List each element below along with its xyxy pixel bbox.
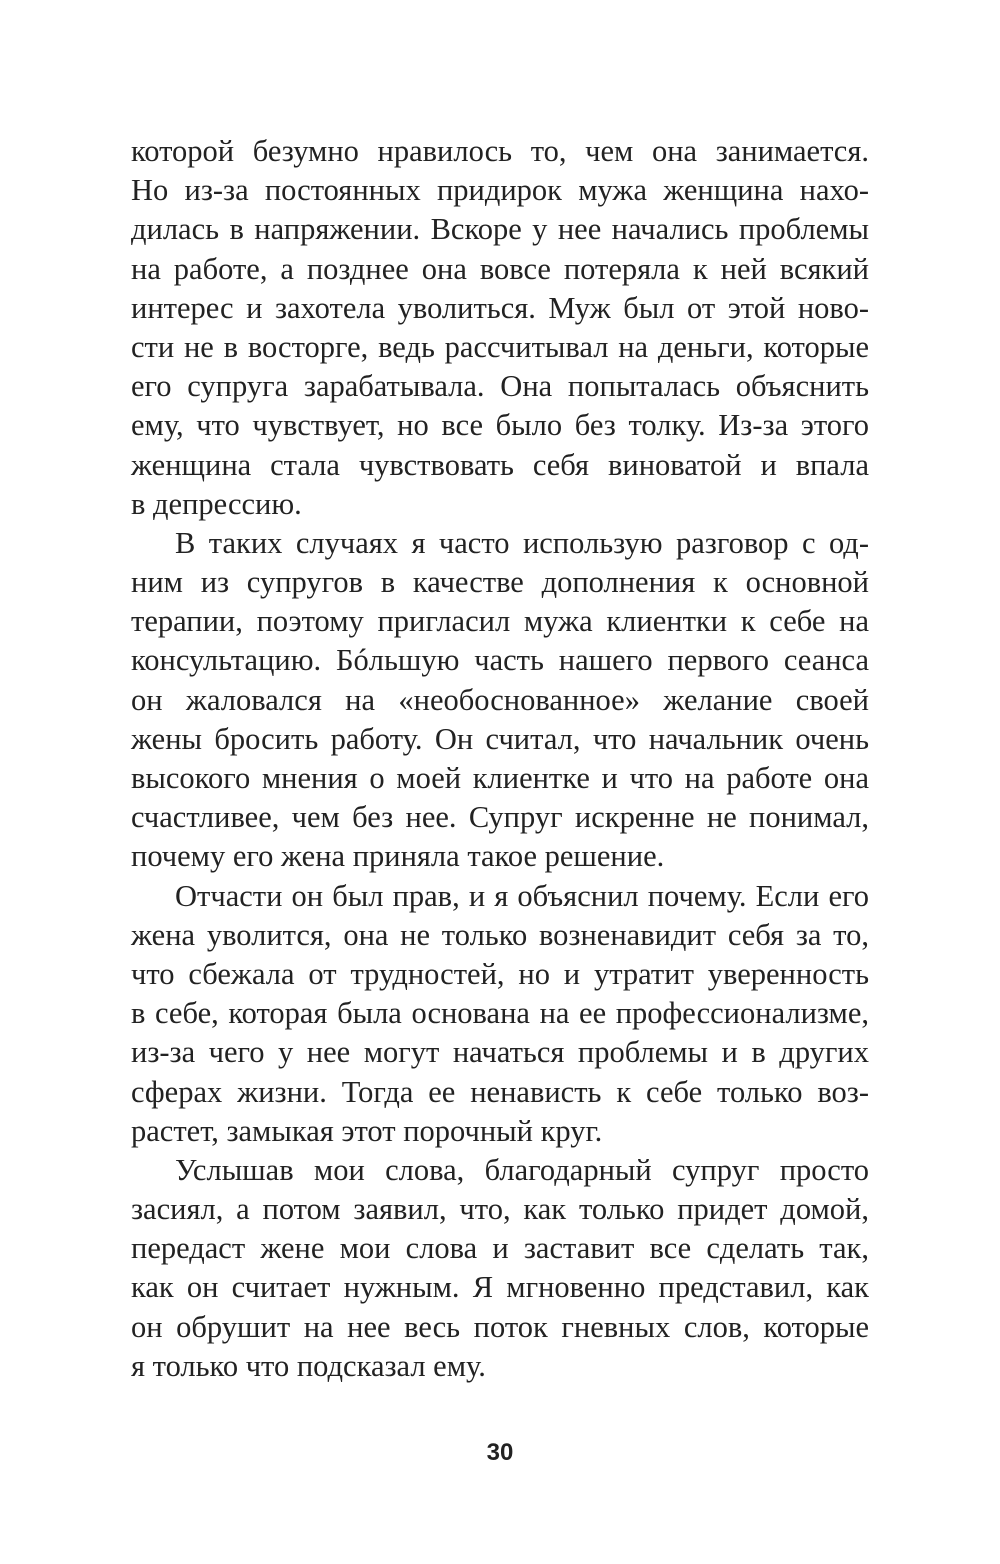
text-line: ему, что чувствует, но все было без толку. Из-за этого xyxy=(131,408,869,443)
text-line: передаст жене мои слова и заставит все сделать так, xyxy=(131,1231,869,1266)
text-line: интерес и захотела уволиться. Муж был от этой ново- xyxy=(131,290,869,325)
text-line: на работе, а позднее она вовсе потеряла к ней всякий xyxy=(131,251,869,286)
text-line: как он считает нужным. Я мгновенно представил, как xyxy=(131,1270,869,1305)
text-line: жены бросить работу. Он считал, что начальник очень xyxy=(131,721,869,756)
text-line: ним из супругов в качестве дополнения к основной xyxy=(131,565,869,600)
text-line: которой безумно нравилось то, чем она занимается. xyxy=(131,134,869,168)
text-line: растет, замыкая этот порочный круг. xyxy=(131,1113,603,1148)
text-line: В таких случаях я часто использую разговор с од- xyxy=(175,525,869,560)
paragraph-1 xyxy=(131,132,869,524)
text-line: дилась в напряжении. Вскоре у нее начались проблемы xyxy=(131,212,869,247)
text-line: счастливее, чем без нее. Супруг искренне не понимал, xyxy=(131,800,869,835)
text-line: сти не в восторге, ведь рассчитывал на деньги, которые xyxy=(131,329,869,364)
paragraph-2 xyxy=(131,524,869,877)
text-line: сферах жизни. Тогда ее ненависть к себе только воз- xyxy=(131,1074,869,1109)
text-line: женщина стала чувствовать себя виноватой и впала xyxy=(131,447,869,482)
text-line: в себе, которая была основана на ее профессионализме, xyxy=(131,996,869,1031)
page-body xyxy=(131,132,869,1386)
text-line: его супруга зарабатывала. Она попыталась объяснить xyxy=(131,369,869,404)
paragraph-3 xyxy=(131,877,869,1151)
text-line: в депрессию. xyxy=(131,486,302,521)
text-line: Отчасти он был прав, и я объяснил почему. Если его xyxy=(175,878,869,913)
page-number: 30 xyxy=(486,1439,514,1466)
text-line: Услышав мои слова, благодарный супруг просто xyxy=(175,1152,869,1187)
text-line: засиял, а потом заявил, что, как только придет домой, xyxy=(131,1192,869,1227)
text-line: Но из-за постоянных придирок мужа женщина нахо- xyxy=(131,173,869,208)
text-line: он жаловался на «необоснованное» желание своей xyxy=(131,682,869,717)
text-line: почему его жена приняла такое решение. xyxy=(131,839,665,874)
text-line: из-за чего у нее могут начаться проблемы и в других xyxy=(131,1035,869,1070)
text-line: консультацию. Бóльшую часть нашего первого сеанса xyxy=(131,643,869,678)
text-line: жена уволится, она не только возненавидит себя за то, xyxy=(131,917,869,952)
text-line: что сбежала от трудностей, но и утратит уверенность xyxy=(131,956,869,991)
text-line: терапии, поэтому пригласил мужа клиентки к себе на xyxy=(131,604,869,639)
paragraph-4 xyxy=(131,1151,869,1386)
text-line: высокого мнения о моей клиентке и что на работе она xyxy=(131,761,869,795)
text-line: он обрушит на нее весь поток гневных слов, которые xyxy=(131,1309,869,1344)
text-line: я только что подсказал ему. xyxy=(131,1348,486,1383)
